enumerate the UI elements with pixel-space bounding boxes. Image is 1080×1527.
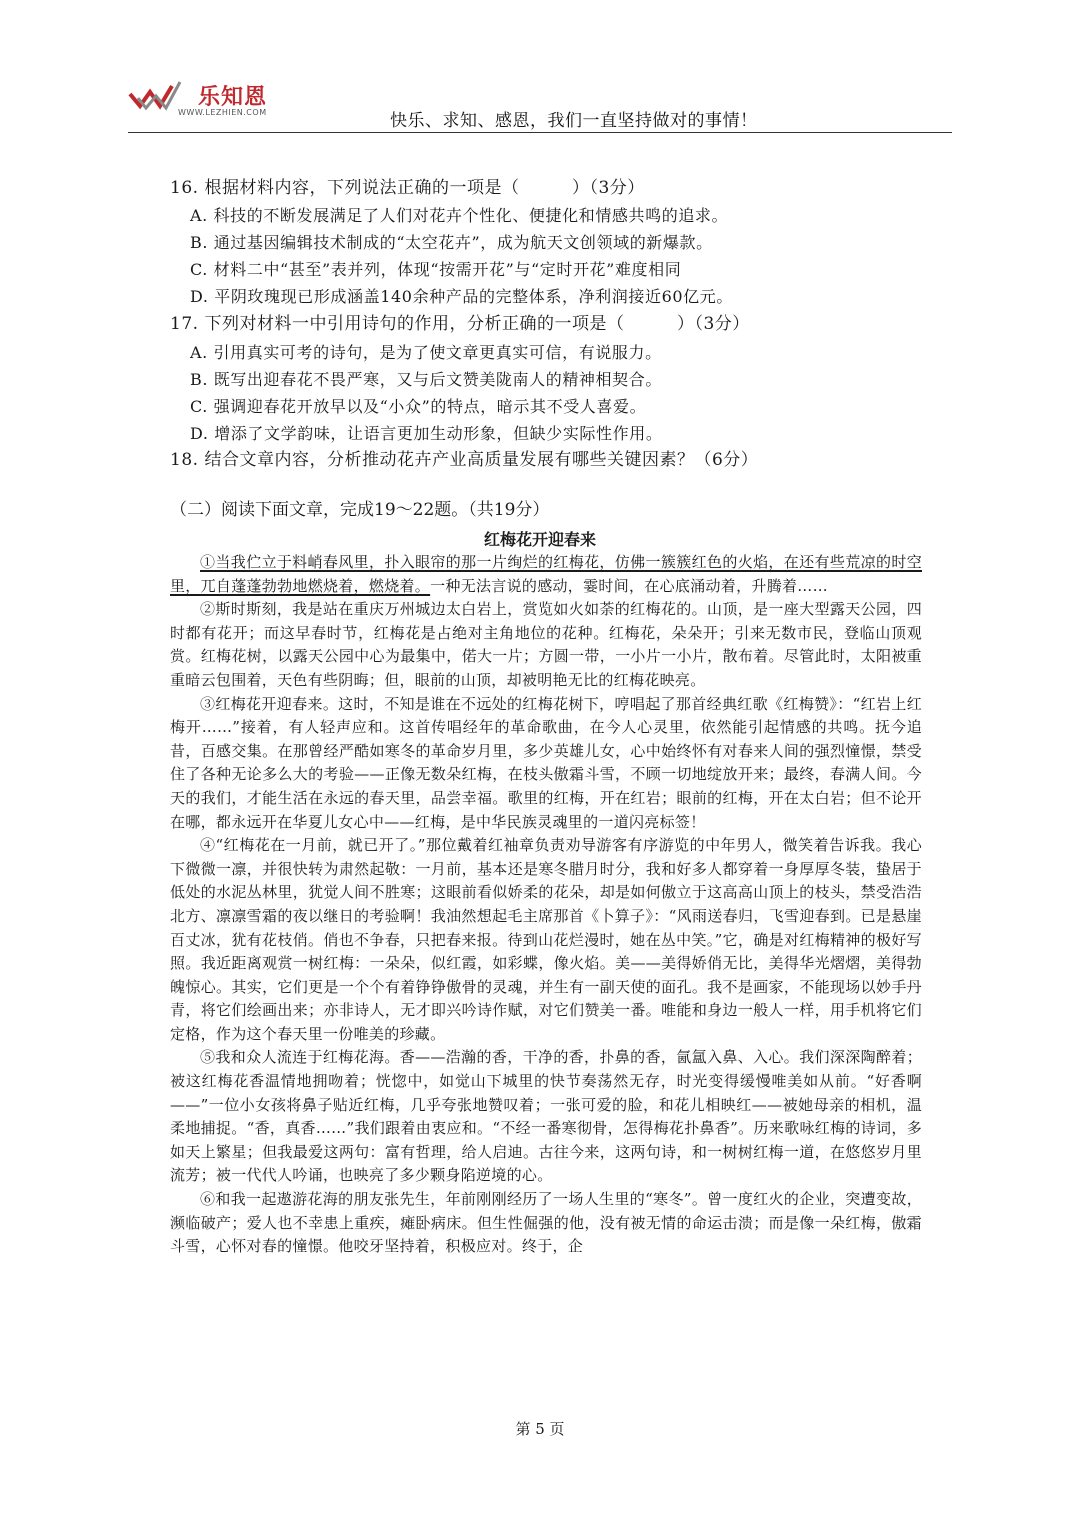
question-16-option-d: D. 平阴玫瑰现已形成涵盖140余种产品的完整体系，净利润接近60亿元。 xyxy=(190,287,733,306)
article-paragraph-6: ⑥和我一起遨游花海的朋友张先生，年前刚刚经历了一场人生里的“寒冬”。曾一度红火的企业，突遭变故，濒临破产；爱人也不幸患上重疾，瘫卧病床。但生性倔强的他，没有被无情的命运击溃；而是像一朵红梅，傲霜斗雪，心怀对春的憧憬。他咬牙坚持着，积极应对。终于，企 xyxy=(170,1190,922,1256)
section-heading: （二）阅读下面文章，完成19～22题。（共19分） xyxy=(170,500,550,520)
header-slogan: 快乐、求知、感恩，我们一直坚持做对的事情！ xyxy=(390,111,758,131)
brand-logo xyxy=(128,78,288,126)
question-16-option-c: C. 材料二中“甚至”表并列，体现“按需开花”与“定时开花”难度相同 xyxy=(190,260,682,279)
question-16-option-a: A. 科技的不断发展满足了人们对花卉个性化、便捷化和情感共鸣的追求。 xyxy=(190,206,729,225)
article-paragraph-3: ③红梅花开迎春来。这时，不知是谁在不远处的红梅花树下，哼唱起了那首经典红歌《红梅赞》：“红岩上红梅开……”接着，有人轻声应和。这首传唱经年的革命歌曲，在今人心灵里，依然能引起情感的共鸣。抚今追昔，百感交集。在那曾经严酷如寒冬的革命岁月里，多少英雄儿女，心中始终怀有对春来人间的强烈憧憬，禁受住了各种无论多么大的考验——正像无数朵红梅，在枝头傲霜斗雪，不顾一切地绽放开来；最终，春满人间。今天的我们，才能生活在永远的春天里，品尝幸福。歌里的红梅，开在红岩；眼前的红梅，开在太白岩；但不论开在哪，都永远开在华夏儿女心中——红梅，是中华民族灵魂里的一道闪亮标签！ xyxy=(170,694,922,831)
brand-name: 乐知恩 xyxy=(198,85,268,110)
article-paragraph-5: ⑤我和众人流连于红梅花海。香——浩瀚的香，干净的香，扑鼻的香，氤氲入鼻、入心。我们深深陶醉着；被这红梅花香温情地拥吻着；恍惚中，如觉山下城里的快节奏荡然无存，时光变得缓慢唯美如从前。“好香啊——”一位小女孩将鼻子贴近红梅，几乎夸张地赞叹着；一张可爱的脸，和花儿相映红——被她母亲的相机，温柔地捕捉。“香，真香……”我们跟着由衷应和。“不经一番寒彻骨，怎得梅花扑鼻香”。历来歌咏红梅的诗词，多如天上繁星；但我最爱这两句：富有哲理，给人启迪。古往今来，这两句诗，和一树树红梅一道，在悠悠岁月里流芳；被一代代人吟诵，也映亮了多少颗身陷逆境的心。 xyxy=(170,1048,922,1185)
question-17-option-a: A. 引用真实可考的诗句，是为了使文章更真实可信，有说服力。 xyxy=(190,343,662,362)
article-title: 红梅花开迎春来 xyxy=(483,530,596,549)
article-paragraph-1 xyxy=(170,551,922,598)
question-17-stem: 17. 下列对材料一中引用诗句的作用，分析正确的一项是（ ）（3分） xyxy=(170,314,750,334)
article-paragraph-2: ②斯时斯刻，我是站在重庆万州城边太白岩上，赏览如火如荼的红梅花的。山顶，是一座大型露天公园，四时都有花开；而这早春时节，红梅花是占绝对主角地位的花种。红梅花，朵朵开；引来无数市民，登临山顶观赏。红梅花树，以露天公园中心为最集中，偌大一片；方圆一带，一小片一小片，散布着。尽管此时，太阳被重重暗云包围着，天色有些阴晦；但，眼前的山顶，却被明艳无比的红梅花映亮。 xyxy=(170,600,922,689)
paragraph-1-rest: 一种无法言说的感动，霎时间，在心底涌动着，升腾着…… xyxy=(430,576,828,595)
question-17-option-d: D. 增添了文学韵味，让语言更加生动形象，但缺少实际性作用。 xyxy=(190,424,663,443)
question-16-stem: 16. 根据材料内容，下列说法正确的一项是（ ）（3分） xyxy=(170,178,645,198)
question-17-option-c: C. 强调迎春花开放早以及“小众”的特点，暗示其不受人喜爱。 xyxy=(190,397,647,416)
article-paragraph-4: ④“红梅花在一月前，就已开了。”那位戴着红袖章负责劝导游客有序游览的中年男人，微笑着告诉我。我心下微微一凛，并很快转为肃然起敬：一月前，基本还是寒冬腊月时分，我和好多人都穿着一身厚厚冬装，蛰居于低处的水泥丛林里，犹觉人间不胜寒；这眼前看似娇柔的花朵，却是如何傲立于这高高山顶上的枝头，禁受浩浩北方、凛凛雪霜的夜以继日的考验啊！我油然想起毛主席那首《卜算子》：“风雨送春归，飞雪迎春到。已是悬崖百丈冰，犹有花枝俏。俏也不争春，只把春来报。待到山花烂漫时，她在丛中笑。”它，确是对红梅精神的极好写照。我近距离观赏一树红梅：一朵朵，似红霞，如彩蝶，像火焰。美——美得娇俏无比，美得华光熠熠，美得勃魄惊心。其实，它们更是一个个有着铮铮傲骨的灵魂，并生有一副天使的面孔。我不是画家，不能现场以妙手丹青，将它们绘画出来；亦非诗人，无才即兴吟诗作赋，对它们赞美一番。唯能和身边一般人一样，用手机将它们定格，作为这个春天里一份唯美的珍藏。 xyxy=(170,836,922,1043)
article-body xyxy=(170,551,922,1259)
question-18-stem: 18. 结合文章内容，分析推动花卉产业高质量发展有哪些关键因素？（6分） xyxy=(170,450,759,470)
header-divider xyxy=(128,132,952,133)
question-17-option-b: B. 既写出迎春花不畏严寒，又与后文赞美陇南人的精神相契合。 xyxy=(190,370,662,389)
question-16-option-b: B. 通过基因编辑技术制成的“太空花卉”，成为航天文创领域的新爆款。 xyxy=(190,233,713,252)
page-number: 第 5 页 xyxy=(515,1420,565,1438)
page-header xyxy=(128,78,952,136)
brand-url: WWW.LEZHIEN.COM xyxy=(178,108,267,117)
underlined-sentence: ①当我伫立于料峭春风里，扑入眼帘的那一片绚烂的红梅花，仿佛一簇簇红色的火焰，在还有些荒凉的时空里，兀自蓬蓬勃勃地燃烧着，燃烧着。 xyxy=(170,553,922,595)
